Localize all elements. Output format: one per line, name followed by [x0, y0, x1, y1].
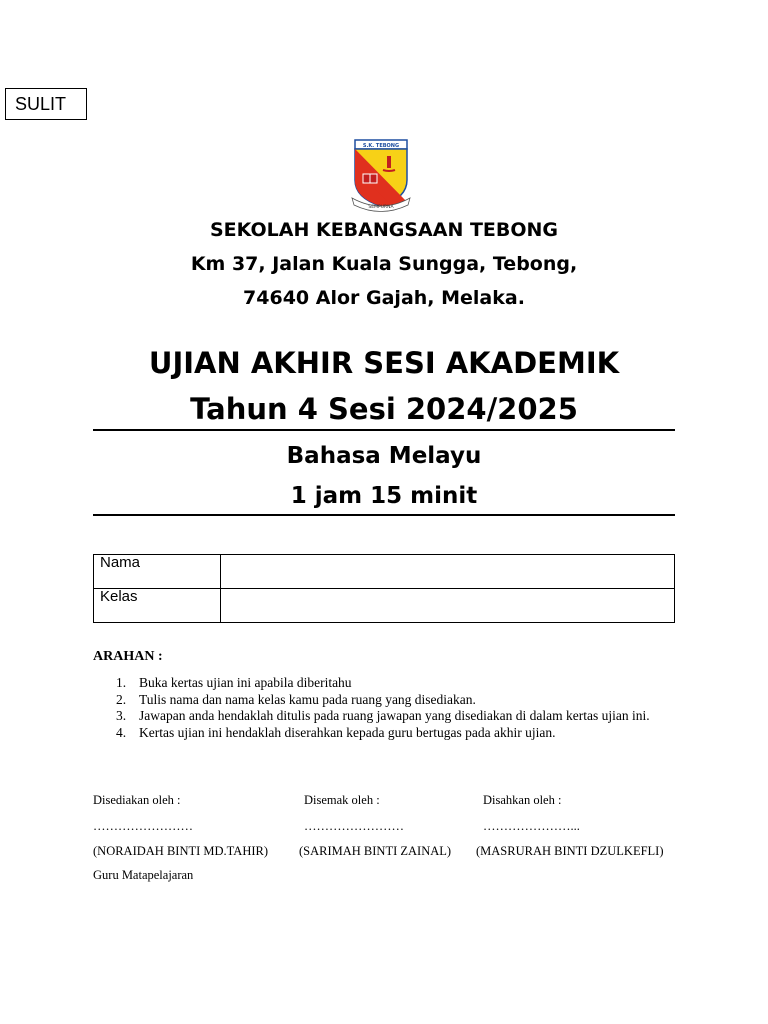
- checked-by-label: Disemak oleh :: [304, 793, 380, 807]
- instructions-heading: ARAHAN :: [93, 649, 163, 664]
- prepared-by-role: Guru Matapelajaran: [93, 868, 194, 882]
- exam-title: UJIAN AKHIR SESI AKADEMIK: [148, 346, 620, 380]
- student-info-table: [93, 554, 675, 623]
- exam-duration: 1 jam 15 minit: [290, 483, 478, 509]
- class-field[interactable]: [221, 589, 675, 623]
- list-item: 2. Tulis nama dan nama kelas kamu pada ruang yang disediakan.: [116, 691, 476, 707]
- subject-name: Bahasa Melayu: [286, 443, 482, 469]
- name-field[interactable]: [221, 555, 675, 589]
- list-item: 1. Buka kertas ujian ini apabila diberitahu: [116, 675, 352, 690]
- name-label: Nama: [94, 555, 221, 589]
- school-crest-logo: [350, 138, 412, 214]
- prepared-signature-line: ……………………: [93, 819, 193, 833]
- svg-text:SEMPURNA: SEMPURNA: [368, 205, 394, 210]
- checked-signature-line: ……………………: [304, 819, 404, 833]
- list-item: 3. Jawapan anda hendaklah ditulis pada ruang jawapan yang disediakan di dalam kertas ujian ini.: [116, 708, 650, 723]
- approved-by-label: Disahkan oleh :: [483, 793, 562, 807]
- table-row: [94, 589, 675, 623]
- svg-text:S.K. TEBONG: S.K. TEBONG: [362, 143, 400, 149]
- school-address-line2: 74640 Alor Gajah, Melaka.: [243, 287, 525, 309]
- instructions-list: [93, 675, 663, 741]
- prepared-by-label: Disediakan oleh :: [93, 793, 181, 807]
- prepared-by-name: (NORAIDAH BINTI MD.TAHIR): [93, 844, 269, 858]
- checked-by-name: (SARIMAH BINTI ZAINAL): [299, 844, 452, 858]
- exam-subtitle: Tahun 4 Sesi 2024/2025: [190, 392, 578, 426]
- class-label: Kelas: [94, 589, 221, 623]
- divider-top: [93, 429, 675, 431]
- divider-bottom: [93, 514, 675, 516]
- approved-by-name: (MASRURAH BINTI DZULKEFLI): [476, 844, 664, 858]
- school-address-line1: Km 37, Jalan Kuala Sungga, Tebong,: [190, 253, 578, 275]
- list-item: 4. Kertas ujian ini hendaklah diserahkan kepada guru bertugas pada akhir ujian.: [116, 724, 556, 740]
- classification-label: SULIT: [5, 88, 87, 120]
- school-name: SEKOLAH KEBANGSAAN TEBONG: [209, 219, 559, 241]
- approved-signature-line: …………………...: [483, 819, 580, 833]
- table-row: [94, 555, 675, 589]
